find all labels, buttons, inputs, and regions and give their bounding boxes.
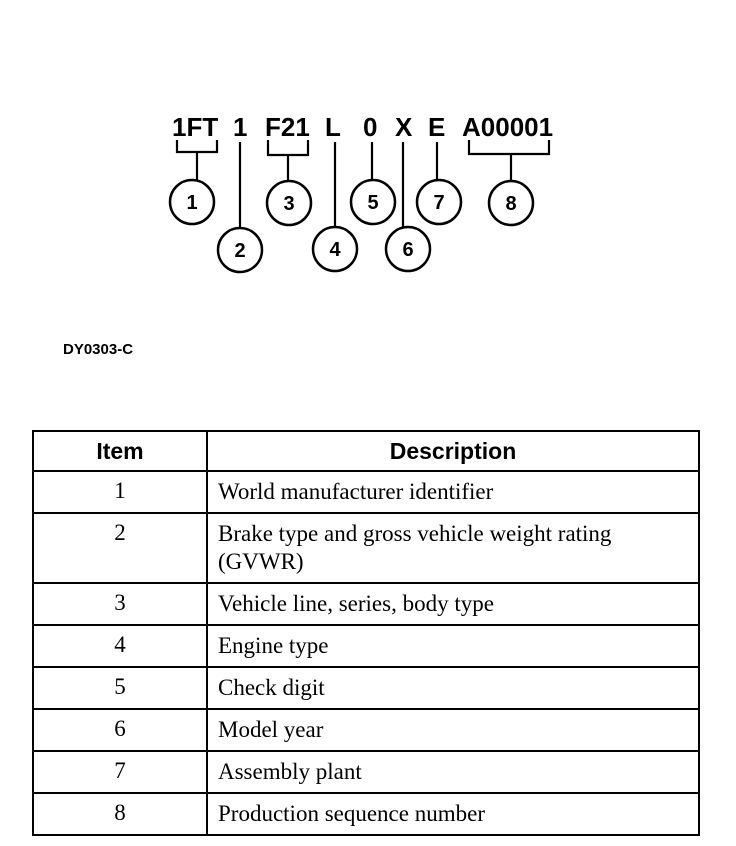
vin-segment-5: 0 — [363, 112, 378, 142]
table-header-row — [33, 431, 699, 471]
vin-segment-7: E — [428, 112, 446, 142]
table-row — [33, 667, 699, 709]
bracket-8 — [469, 140, 549, 181]
item-number: 6 — [33, 709, 207, 751]
column-header-description: Description — [207, 431, 699, 471]
vin-segment-2: 1 — [233, 112, 248, 142]
item-number: 1 — [33, 471, 207, 513]
item-number: 5 — [33, 667, 207, 709]
item-number: 7 — [33, 751, 207, 793]
item-number: 3 — [33, 583, 207, 625]
callout-3-label: 3 — [283, 193, 295, 215]
vin-segment-3: F21 — [265, 112, 310, 142]
item-description: Vehicle line, series, body type — [207, 583, 699, 625]
table-row — [33, 793, 699, 835]
callout-6 — [386, 227, 430, 271]
table-row — [33, 625, 699, 667]
item-number: 2 — [33, 513, 207, 583]
item-description: Production sequence number — [207, 793, 699, 835]
vin-segment-4: L — [325, 112, 341, 142]
callout-8 — [489, 181, 533, 225]
table-row — [33, 751, 699, 793]
callout-5-label: 5 — [367, 192, 379, 214]
item-description: Brake type and gross vehicle weight rating (GVWR) — [207, 513, 699, 583]
vin-description-table — [32, 430, 700, 836]
column-header-item: Item — [33, 431, 207, 471]
item-description: Model year — [207, 709, 699, 751]
table-row — [33, 471, 699, 513]
table-row — [33, 583, 699, 625]
callout-4-label: 4 — [329, 239, 341, 261]
vin-callout-diagram — [0, 0, 736, 320]
callout-3 — [267, 181, 311, 225]
callout-8-label: 8 — [505, 193, 517, 215]
callout-6-label: 6 — [402, 239, 414, 261]
bracket-1 — [177, 140, 217, 180]
figure-code: DY0303-C — [63, 341, 134, 358]
table-row — [33, 513, 699, 583]
callout-1-label: 1 — [186, 192, 198, 214]
vin-segment-1: 1FT — [172, 112, 219, 142]
item-number: 8 — [33, 793, 207, 835]
callout-7-label: 7 — [433, 192, 445, 214]
vin-segment-8: A00001 — [462, 112, 554, 142]
callout-5 — [351, 180, 395, 224]
vin-segment-6: X — [395, 112, 413, 142]
item-description: Engine type — [207, 625, 699, 667]
item-number: 4 — [33, 625, 207, 667]
callout-2 — [218, 228, 262, 272]
callout-7 — [417, 180, 461, 224]
bracket-3 — [268, 140, 308, 182]
item-description: Check digit — [207, 667, 699, 709]
callout-1 — [170, 180, 214, 224]
callout-2-label: 2 — [234, 240, 246, 262]
callout-4 — [313, 227, 357, 271]
item-description: Assembly plant — [207, 751, 699, 793]
item-description: World manufacturer identifier — [207, 471, 699, 513]
table-row — [33, 709, 699, 751]
